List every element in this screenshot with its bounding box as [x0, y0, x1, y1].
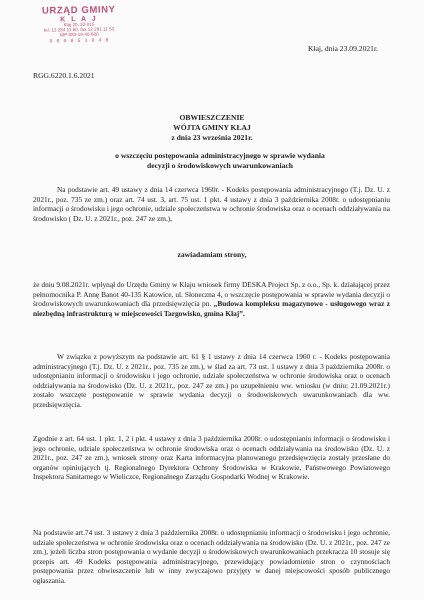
paragraph-4-text: Zgodnie z art. 64 ust. 1 pkt. 1, 2 i pkt. 4 ustawy z dnia 3 października 2008r. o udostępnianiu informacji o środowisku i jego ochronie, udziale społeczeństwa w ochronie środowiska oraz o ocenach oddziaływania na środowisko (Dz. U. z 2021r., poz. 247 ze zm.), wniosek strony oraz Karta informacyjna planowanego przedsięwzięcia zostały przesłane do organów opiniujących tj. Regionalnego Dyrektora Ochrony Środowiska w Krakowie, Państwowego Powiatowego Inspektora Sanitarnego w Wieliczce, Regionalnego Zarządu Gospodarki Wodnej w Krakowie.	[33, 434, 390, 482]
stamp-nip: NIP 683-19-40-800	[59, 31, 99, 38]
paragraph-legal-basis	[33, 185, 390, 223]
document-subject	[60, 151, 380, 171]
stamp-address: Klaj 20, 32-015	[63, 22, 95, 28]
paragraph-2-text: że dniu 9.08.2021r. wpłynął do Urzędu Gminy w Kłaju wniosek firmy DESKA Project Sp. z o.o., Sp. k. działającej przez pełnomocnika P. Annę Banot 40-135 Katowice, ul. Słoneczna 4, o wszczęcie postępowania w sprawie wydania decyzji o środowiskowych uwarunkowaniach dla przedsięwzięcia pn.	[33, 280, 390, 309]
subject-line-1: o wszczęciu postępowania administracyjnego w sprawie wydania	[115, 151, 325, 160]
stamp-numbers: 0 0 0 0 5 3 0 4 8	[49, 37, 110, 45]
office-stamp	[20, 5, 139, 45]
paragraph-application	[33, 280, 390, 318]
paragraph-1-text: Na podstawie art. 49 ustawy z dnia 14 czerwca 1960r. - Kodeks postępowania administracyjnego (T.j. Dz. U. z 2021r., poz. 735 ze zm.) oraz art. 74 ust. 3, art. 75 ust. 1 pkt. 4 ustawy z dnia 3 października 2008r. o udostępnianiu informacji o środowisku i jego ochronie, udziale społeczeństwa w ochronie środowiska oraz o ocenach oddziaływania na środowisko ( Dz. U. z 2021r., poz. 247 ze zm.),	[33, 185, 390, 223]
notification-phrase: zawiadamiam strony,	[177, 250, 247, 259]
project-name: „Budowa kompleksu magazynowo - usługowego wraz z niezbędną infrastrukturą w miejscowości Targowisko, gmina Kłaj”.	[33, 299, 391, 318]
subject-line-2: decyzji o środowiskowych uwarunkowaniach	[146, 160, 294, 170]
heading-date: z dnia 23 września 2021r.	[171, 132, 253, 142]
heading-issuer: WÓJTA GMINY KŁAJ	[173, 122, 251, 132]
paragraph-3-text: W związku z powyższym na podstawie art. 61 § 1 ustawy z dnia 14 czerwca 1960 r. - Kodeks postępowania administracyjnego (T.j. Dz. U. z 2021r., poz. 735 ze zm.), w ślad za art. 73 ust. 1 ustawy z dnia 3 października 2008r. o udostępnianiu informacji o środowisku i jego ochronie, udziale społeczeństwa w ochronie środowiska oraz o ocenach oddziaływania na środowisko (Dz. U. z 2021r., poz. 247 ze zm.) po uzupełnieniu ww. wniosku (w dniu: 21.09.2021r.) zostało wszczęte postępowanie w sprawie wydania decyzji o środowiskowych uwarunkowaniach dla ww. przedsięwzięcia.	[33, 352, 390, 409]
paragraph-5-text: Na podstawie art.74 ust. 3 ustawy z dnia 3 października 2008r. o udostępnianiu informacji o środowisku i jego ochronie, udziale społeczeństwa w ochronie środowiska oraz o ocenach oddziaływania na środowisko (Dz. U. z 2021r., poz. 247 ze zm.), jeżeli liczba stron postępowania o wydanie decyzji o środowiskowych uwarunkowaniach przekracza 10 stosuje się przepis art. 49 Kodeks postępowania administracyjnego, przewidujący powiadomienie stron o czynnościach postępowania przez obwieszczenie lub w inny zwyczajowo przyjęty w danej miejscowości sposób publicznego ogłaszania.	[33, 528, 390, 585]
paragraph-opinions	[33, 434, 390, 482]
stamp-subtitle: K L A J	[60, 15, 98, 24]
paragraph-proceedings	[33, 352, 390, 410]
heading-title: OBWIESZCZENIE	[179, 113, 245, 122]
stamp-phone: tel. 12 284 11 60, fax 12 281 11 53	[43, 26, 115, 33]
place-date: Kłaj, dnia 23.09.2021r.	[307, 44, 378, 53]
document-heading	[0, 113, 424, 143]
reference-number: RGG.6220.1.6.2021	[33, 71, 95, 80]
paragraph-notice	[33, 528, 390, 586]
stamp-title: URZĄD GMINY	[41, 4, 116, 17]
